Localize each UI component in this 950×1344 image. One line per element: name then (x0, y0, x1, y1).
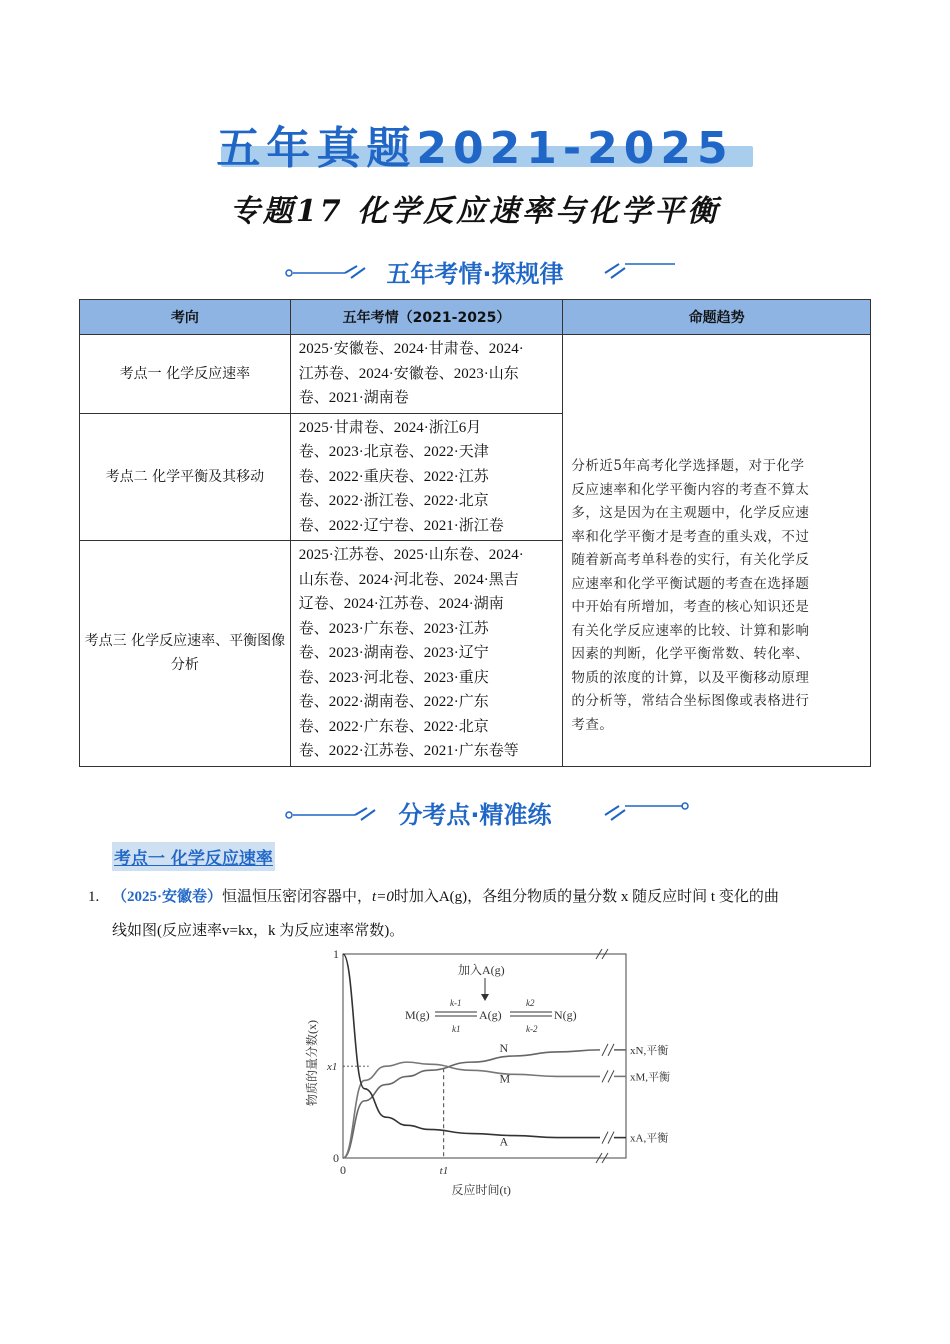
rate-constant: k1 (452, 1024, 461, 1034)
exam-years (290, 335, 563, 414)
series-line-M (343, 1062, 600, 1158)
year-line: 卷、2022·湖南卷、2022·广东 (298, 694, 489, 710)
year-line: 卷、2021·湖南卷 (298, 390, 409, 406)
year-line: 山东卷、2024·河北卷、2024·黑吉 (298, 571, 519, 588)
series-label-N: N (499, 1041, 509, 1056)
scheme-species: M(g) (405, 1008, 430, 1022)
exam-point: 考点一 化学反应速率 (80, 335, 291, 414)
question-text: ，k 为反应速率常数)。 (252, 923, 405, 939)
chart-frame (343, 949, 626, 1163)
exam-point: 考点二 化学平衡及其移动 (80, 413, 291, 541)
table-header-row (80, 300, 871, 335)
rate-constant: k-2 (526, 1024, 538, 1034)
year-line: 卷、2023·广东卷、2023·江苏 (298, 620, 489, 637)
scheme-species: N(g) (554, 1008, 577, 1022)
exam-trend-table (79, 299, 871, 767)
question-text: 线如图(反应速率 (112, 923, 222, 939)
trend-line: 率和化学平衡才是考查的重头戏，不过 (571, 528, 810, 545)
trend-line: 因素的判断，化学平衡常数、转化率、 (571, 646, 810, 663)
trend-line: 物质的浓度的计算，以及平衡移动原理 (571, 669, 810, 686)
question-math: v=kx (222, 923, 253, 939)
series-line-N (343, 1050, 600, 1158)
question-number: 1. (88, 889, 100, 905)
year-line: 2025·安徽卷、2024·甘肃卷、2024· (298, 341, 524, 357)
table-row (80, 335, 871, 414)
year-line: 卷、2022·辽宁卷、2021·浙江卷 (298, 517, 504, 534)
series-end-label-N: xN,平衡 (630, 1044, 669, 1057)
question-text: ，各组分物质的量分数 x 随反应时间 t 变化的曲 (467, 889, 779, 905)
rate-constant: k-1 (450, 998, 462, 1008)
y-tick-label: x1 (327, 1061, 338, 1074)
trend-line: 中开始有所增加，考查的核心知识还是 (571, 599, 810, 616)
exam-point: 考点三 化学反应速率、平衡图像分析 (80, 541, 291, 767)
series-label-A: A (499, 1134, 509, 1149)
year-line: 2025·江苏卷、2025·山东卷、2024· (298, 547, 524, 563)
table-header: 考向 (80, 300, 291, 335)
exam-years (290, 541, 563, 767)
section-heading-practice: 分考点·精准练 (398, 801, 552, 829)
year-line: 卷、2022·重庆卷、2022·江苏 (298, 468, 489, 485)
x-tick-label: 0 (340, 1163, 346, 1177)
year-line: 2025·甘肃卷、2024·浙江6月 (298, 419, 482, 436)
exam-point-heading: 考点一 化学反应速率 (112, 842, 275, 871)
trend-line: 分析近5年高考化学选择题，对于化学 (571, 458, 805, 475)
trend-line: 有关化学反应速率的比较、计算和影响 (571, 622, 810, 639)
add-annotation: 加入A(g) (458, 963, 505, 977)
reaction-chart (300, 944, 680, 1206)
banner-title: 五年真题2021-2025 (216, 123, 734, 174)
table-header: 命题趋势 (563, 300, 871, 335)
section-heading-trends: 五年考情·探规律 (386, 260, 564, 288)
question-text: 时加入 (393, 889, 439, 905)
y-axis-title: 物质的量分数(x) (305, 1020, 319, 1106)
scheme-species: A(g) (479, 1008, 502, 1022)
year-line: 辽卷、2024·江苏卷、2024·湖南 (298, 596, 504, 612)
add-arrow-head (481, 994, 489, 1001)
question-source: （2025·安徽卷） (112, 889, 223, 905)
year-line: 江苏卷、2024·安徽卷、2023·山东 (298, 365, 519, 382)
trend-line: 应速率和化学平衡试题的考查在选择题 (571, 575, 810, 592)
trend-line: 随着新高考单科卷的实行，有关化学反 (571, 552, 810, 569)
series-end-label-A: xA,平衡 (630, 1132, 669, 1145)
question-math: t=0 (372, 889, 394, 905)
year-line: 卷、2022·江苏卷、2021·广东卷等 (298, 743, 519, 759)
series-line-A (343, 954, 600, 1138)
trend-line: 反应速率和化学平衡内容的考查不算太 (571, 481, 810, 498)
question-text: 恒温恒压密闭容器中， (222, 889, 373, 905)
trend-line: 考查。 (571, 716, 614, 733)
series-end-label-M: xM,平衡 (630, 1071, 671, 1084)
series-label-M: M (499, 1071, 511, 1086)
topic-title: 专题17 化学反应速率与化学平衡 (229, 194, 721, 229)
trend-analysis (563, 335, 871, 767)
x-axis-title: 反应时间(t) (451, 1183, 511, 1197)
trend-line: 的分析等，常结合坐标图像或表格进行 (571, 693, 810, 710)
y-tick-label: 1 (333, 947, 339, 961)
rate-constant: k2 (526, 998, 535, 1008)
year-line: 卷、2023·河北卷、2023·重庆 (298, 669, 489, 686)
trend-line: 多，这是因为在主观题中，化学反应速 (571, 505, 810, 522)
year-line: 卷、2022·浙江卷、2022·北京 (298, 493, 489, 509)
exam-years (290, 413, 563, 541)
x-tick-label: t1 (439, 1165, 449, 1177)
year-line: 卷、2023·北京卷、2022·天津 (298, 444, 489, 460)
question-math: A(g) (438, 889, 468, 905)
year-line: 卷、2022·广东卷、2022·北京 (298, 718, 489, 735)
y-tick-label: 0 (333, 1151, 339, 1165)
year-line: 卷、2023·湖南卷、2023·辽宁 (298, 645, 489, 661)
table-header: 五年考情（2021-2025） (290, 300, 563, 335)
